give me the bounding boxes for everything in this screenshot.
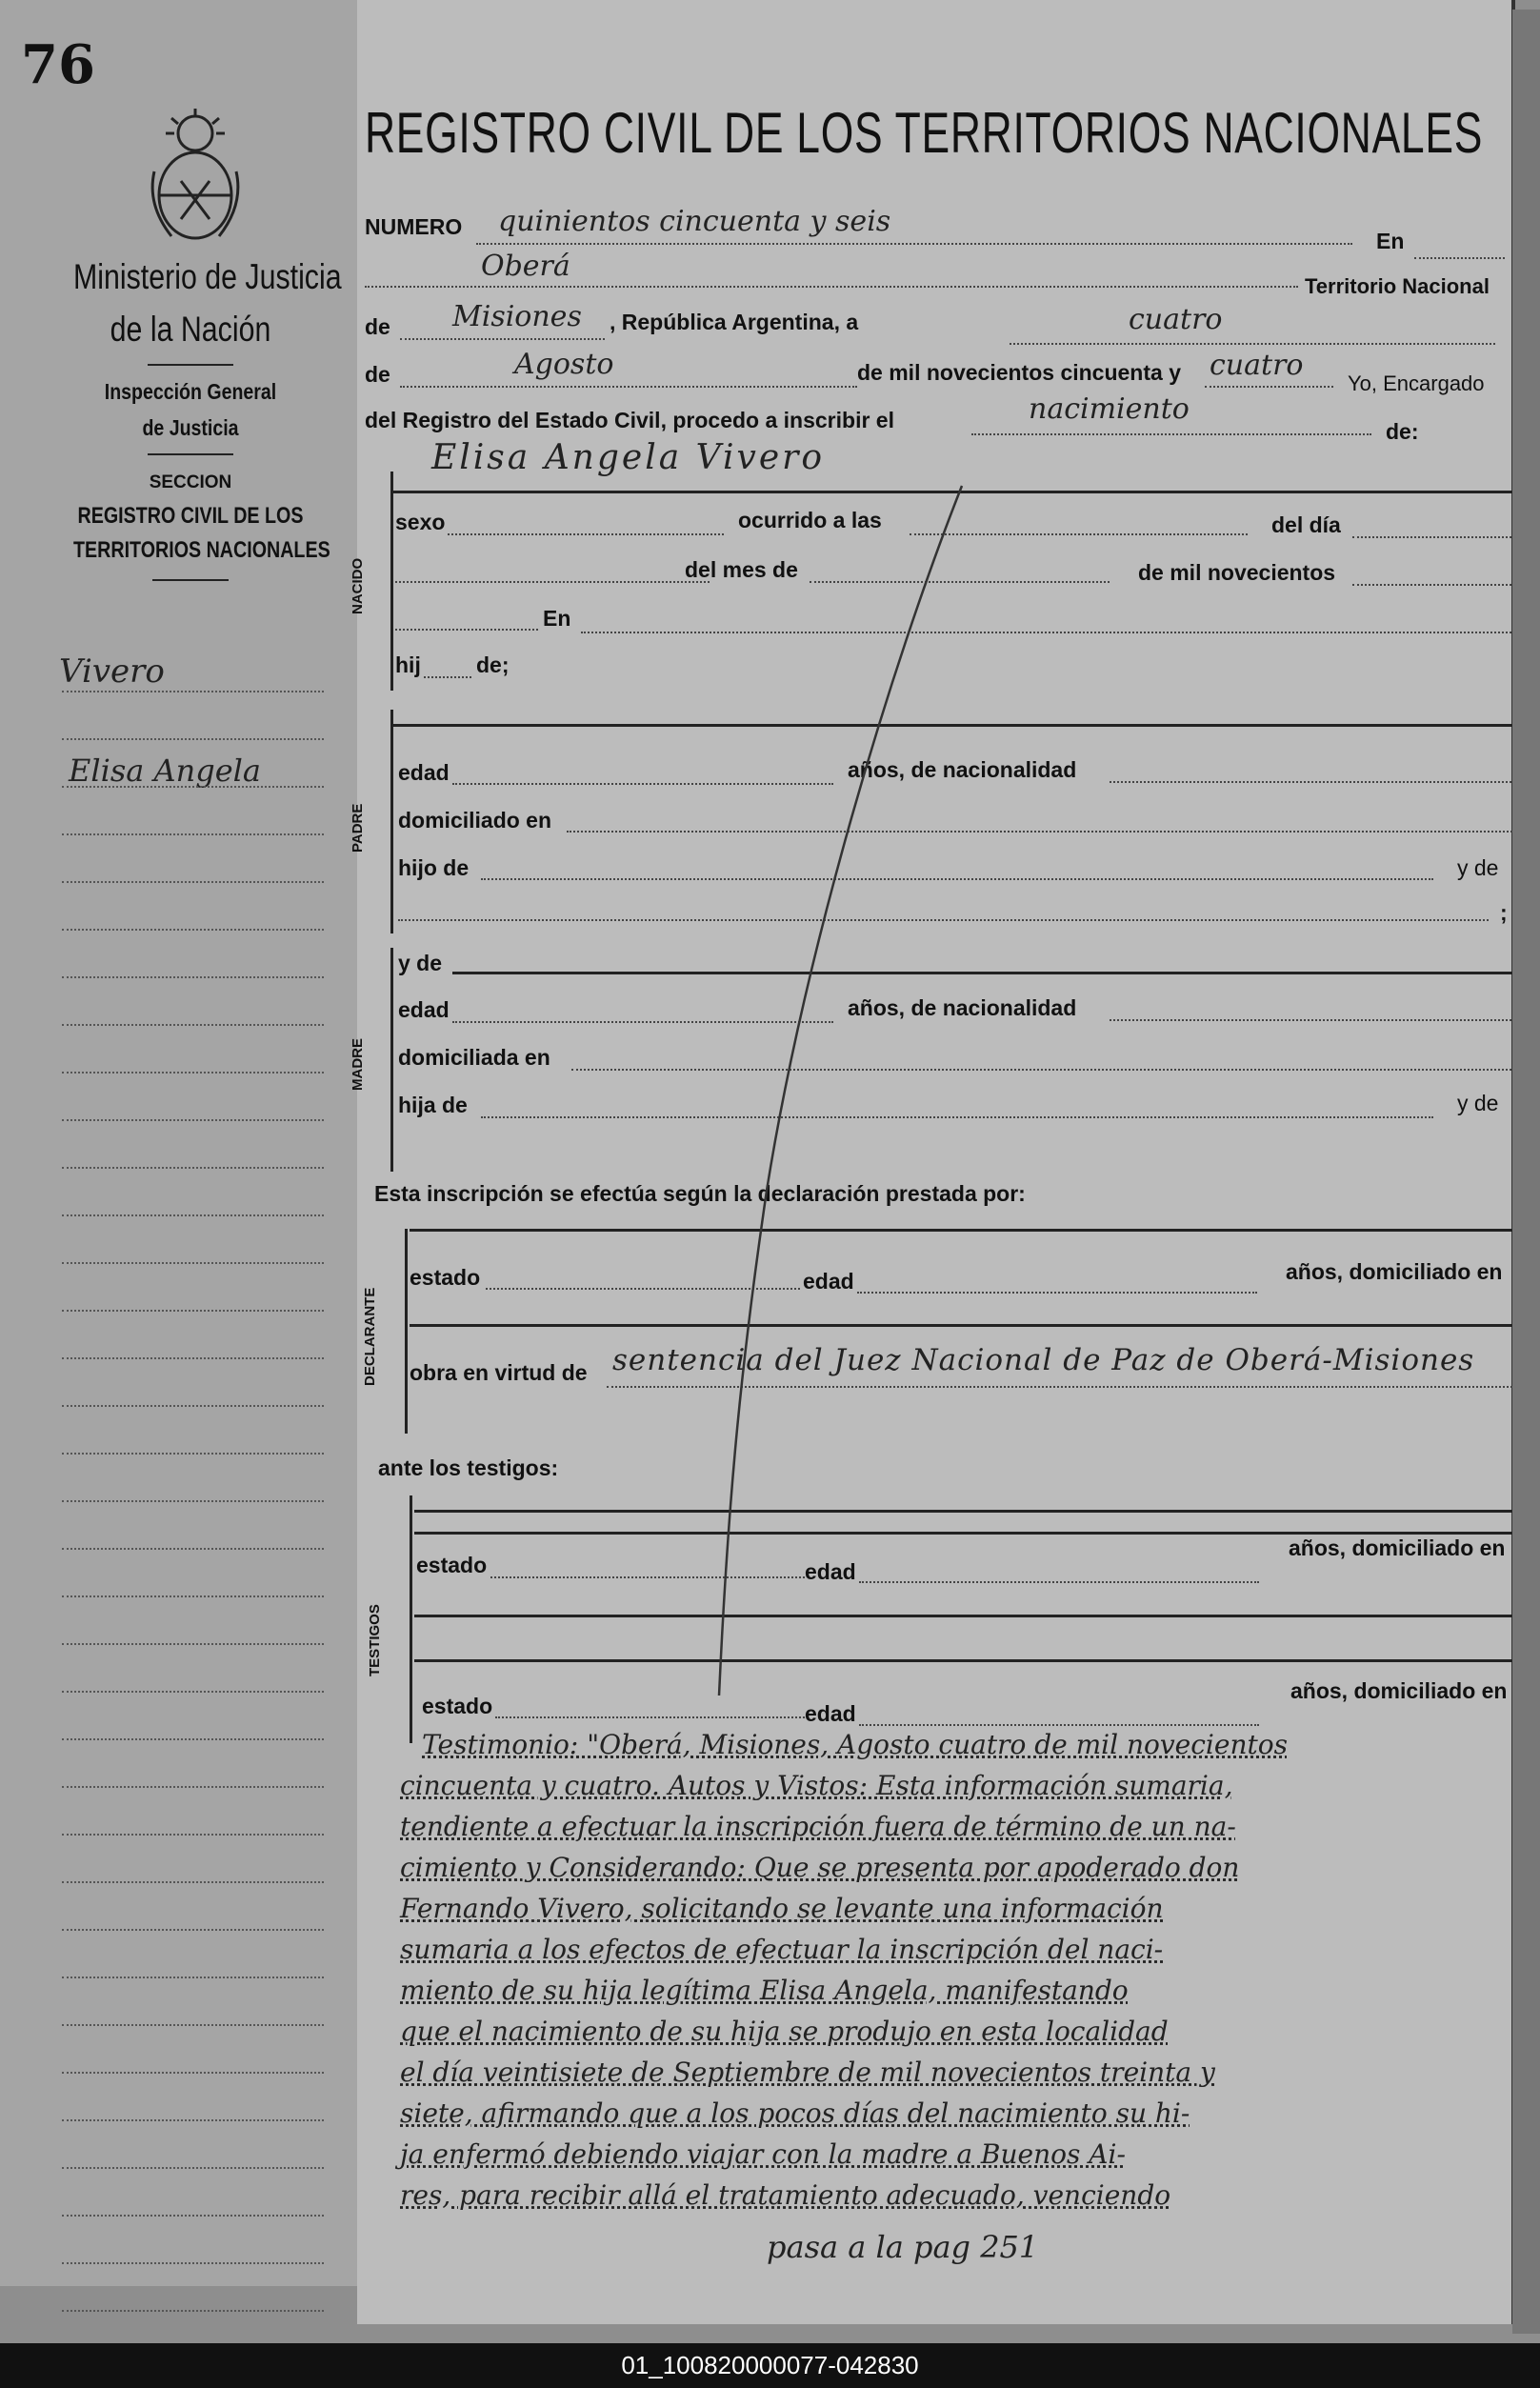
label-obra-en-virtud: obra en virtud de: [410, 1360, 588, 1385]
divider: [152, 579, 229, 581]
margin-ruled-line: [62, 2024, 324, 2026]
label-estado-t2: estado: [422, 1694, 493, 1718]
margin-ruled-line: [62, 881, 324, 883]
label-edad-padre: edad: [398, 760, 450, 785]
label-edad-t1: edad: [805, 1559, 856, 1584]
label-domiciliada: domiciliada en: [398, 1045, 550, 1070]
label-de-final: de:: [1386, 419, 1419, 444]
label-estado-decl: estado: [410, 1265, 481, 1290]
label-territorio-nacional: Territorio Nacional: [1305, 274, 1490, 298]
margin-ruled-line: [62, 1548, 324, 1550]
image-identifier-bar: 01_100820000077-042830: [0, 2343, 1540, 2388]
label-ante-testigos: ante los testigos:: [378, 1455, 559, 1480]
testimonio-line: que el nacimiento de su hija se produjo en esta localidad: [400, 2016, 1169, 2047]
ministry-name-line1: Ministerio de Justicia: [73, 257, 342, 296]
margin-ruled-line: [62, 2310, 324, 2312]
label-estado-t1: estado: [416, 1553, 488, 1577]
label-hijo-de: hijo de: [398, 855, 470, 880]
margin-ruled-line: [62, 1024, 324, 1026]
margin-ruled-line: [62, 738, 324, 740]
margin-ruled-line: [62, 1405, 324, 1407]
semicolon: ;: [1500, 900, 1508, 925]
margin-ruled-line: [62, 1214, 324, 1216]
margin-given-names: Elisa Angela: [69, 753, 261, 789]
value-dia: cuatro: [1129, 303, 1223, 336]
margin-ruled-line: [62, 1167, 324, 1169]
section-padre: PADRE: [350, 803, 366, 853]
label-edad-madre: edad: [398, 997, 450, 1022]
testimonio-line: Testimonio: "Oberá, Misiones, Agosto cuatro de mil novecientos: [422, 1729, 1288, 1760]
testimonio-line: siete, afirmando que a los pocos días del nacimiento su hi-: [400, 2097, 1190, 2129]
label-hij: hij: [395, 652, 421, 677]
testimonio-line: tendiente a efectuar la inscripción fuera de término de un na-: [400, 1811, 1236, 1842]
testimonio-line: cimiento y Considerando: Que se presenta por apoderado don: [400, 1852, 1240, 1883]
section-label: SECCION: [149, 472, 232, 492]
margin-ruled-line: [62, 1310, 324, 1312]
section-madre: MADRE: [350, 1038, 366, 1091]
section-name-line1: REGISTRO CIVIL DE LOS: [77, 503, 304, 529]
label-de-hij: de;: [476, 652, 510, 677]
margin-ruled-line: [62, 1738, 324, 1740]
label-en-nac: En: [543, 606, 571, 631]
section-nacido: NACIDO: [350, 557, 366, 614]
margin-ruled-line: [62, 2072, 324, 2074]
label-y-de-madre2: y de: [1457, 1091, 1499, 1115]
value-acto: nacimiento: [1029, 392, 1190, 426]
national-coat-of-arms-icon: [143, 105, 248, 248]
margin-ruled-line: [62, 833, 324, 835]
label-anos-domiciliado-t2: años, domiciliado en: [1290, 1678, 1508, 1703]
form-title: REGISTRO CIVIL DE LOS TERRITORIOS NACIONALES: [365, 101, 1484, 165]
value-localidad: Oberá: [481, 250, 570, 283]
margin-ruled-line: [62, 786, 324, 788]
margin-ruled-line: [62, 2167, 324, 2169]
label-de-mes: de: [365, 362, 390, 387]
margin-ruled-line: [62, 1881, 324, 1883]
value-mes: Agosto: [514, 348, 614, 381]
value-territorio: Misiones: [452, 300, 582, 333]
inspection-line1: Inspección General: [104, 379, 277, 404]
section-name-line2: TERRITORIOS NACIONALES: [73, 537, 330, 563]
margin-ruled-line: [62, 1643, 324, 1645]
ministry-name-line2: de la Nación: [110, 310, 271, 349]
margin-ruled-line: [62, 1262, 324, 1264]
label-en: En: [1376, 229, 1405, 253]
testimonio-line: miento de su hija legítima Elisa Angela, manifestando: [400, 1975, 1129, 2006]
margin-ruled-line: [62, 1453, 324, 1455]
inspection-line2: de Justicia: [142, 415, 239, 440]
testimonio-line: res, para recibir allá el tratamiento adecuado, venciendo: [400, 2179, 1171, 2211]
label-anos-domiciliado-t1: años, domiciliado en: [1289, 1535, 1506, 1560]
margin-ruled-line: [62, 2215, 324, 2217]
margin-ruled-line: [62, 1691, 324, 1693]
label-republica: , República Argentina, a: [610, 310, 859, 334]
testimonio-line: cincuenta y cuatro. Autos y Vistos: Esta información sumaria,: [400, 1770, 1233, 1801]
margin-ruled-line: [62, 2119, 324, 2121]
margin-ruled-line: [62, 976, 324, 978]
page-edge: [1512, 10, 1540, 2334]
margin-surname: Vivero: [59, 652, 165, 691]
value-inscrito: Elisa Angela Vivero: [431, 438, 826, 477]
margin-ruled-line: [62, 1072, 324, 1074]
form-panel: [350, 0, 1515, 2324]
margin-ruled-line: [62, 1834, 324, 1836]
testimonio-line: sumaria a los efectos de efectuar la inscripción del naci-: [400, 1934, 1164, 1965]
margin-ruled-line: [62, 1929, 324, 1931]
section-testigos: TESTIGOS: [367, 1604, 383, 1676]
label-de-mil-novecientos: de mil novecientos cincuenta y: [857, 360, 1181, 385]
label-del-registro: del Registro del Estado Civil, procedo a inscribir el: [365, 408, 894, 432]
label-de: de: [365, 314, 390, 339]
margin-ruled-line: [62, 1977, 324, 1978]
margin-ruled-line: [62, 2262, 324, 2264]
divider: [148, 453, 233, 455]
label-nacionalidad-padre: años, de nacionalidad: [848, 757, 1077, 782]
label-del-dia: del día: [1271, 512, 1341, 537]
label-domiciliado-padre: domiciliado en: [398, 808, 552, 833]
page-number: 76: [21, 33, 95, 96]
label-del-mes: del mes de: [685, 557, 798, 582]
label-edad-decl: edad: [803, 1269, 854, 1294]
margin-ruled-line: [62, 1786, 324, 1788]
value-numero: quinientos cincuenta y seis: [498, 205, 891, 238]
testimonio-line: el día veintisiete de Septiembre de mil novecientos treinta y: [400, 2057, 1215, 2088]
label-numero: NUMERO: [365, 214, 463, 239]
label-sexo: sexo: [395, 510, 446, 534]
label-nacionalidad-madre: años, de nacionalidad: [848, 995, 1077, 1020]
margin-ruled-line: [62, 1357, 324, 1359]
label-y-de-padre: y de: [1457, 855, 1499, 880]
section-declarante: DECLARANTE: [362, 1287, 378, 1386]
label-ocurrido: ocurrido a las: [738, 508, 882, 532]
margin-ruled-line: [62, 691, 324, 692]
left-margin-column: [0, 0, 360, 2286]
label-declaracion: Esta inscripción se efectúa según la declaración prestada por:: [374, 1181, 1026, 1206]
label-hija-de: hija de: [398, 1093, 468, 1117]
value-anio: cuatro: [1210, 349, 1304, 382]
label-yo-encargado: Yo, Encargado: [1348, 371, 1485, 395]
margin-ruled-line: [62, 1595, 324, 1597]
testimonio-line: Fernando Vivero, solicitando se levante una información: [400, 1893, 1164, 1924]
margin-ruled-line: [62, 929, 324, 931]
label-de-mil-novecientos-nac: de mil novecientos: [1138, 560, 1336, 585]
label-y-de-madre: y de: [398, 951, 443, 975]
value-obra-en-virtud: sentencia del Juez Nacional de Paz de Oberá-Misiones: [612, 1343, 1475, 1377]
label-edad-t2: edad: [805, 1701, 856, 1726]
value-pasa-a: pasa a la pag 251: [767, 2229, 1039, 2265]
label-anos-domiciliado-decl: años, domiciliado en: [1286, 1259, 1503, 1284]
testimonio-line: ja enfermó debiendo viajar con la madre a Buenos Ai-: [400, 2138, 1126, 2170]
divider: [148, 364, 233, 366]
margin-ruled-line: [62, 1500, 324, 1502]
margin-ruled-line: [62, 1119, 324, 1121]
